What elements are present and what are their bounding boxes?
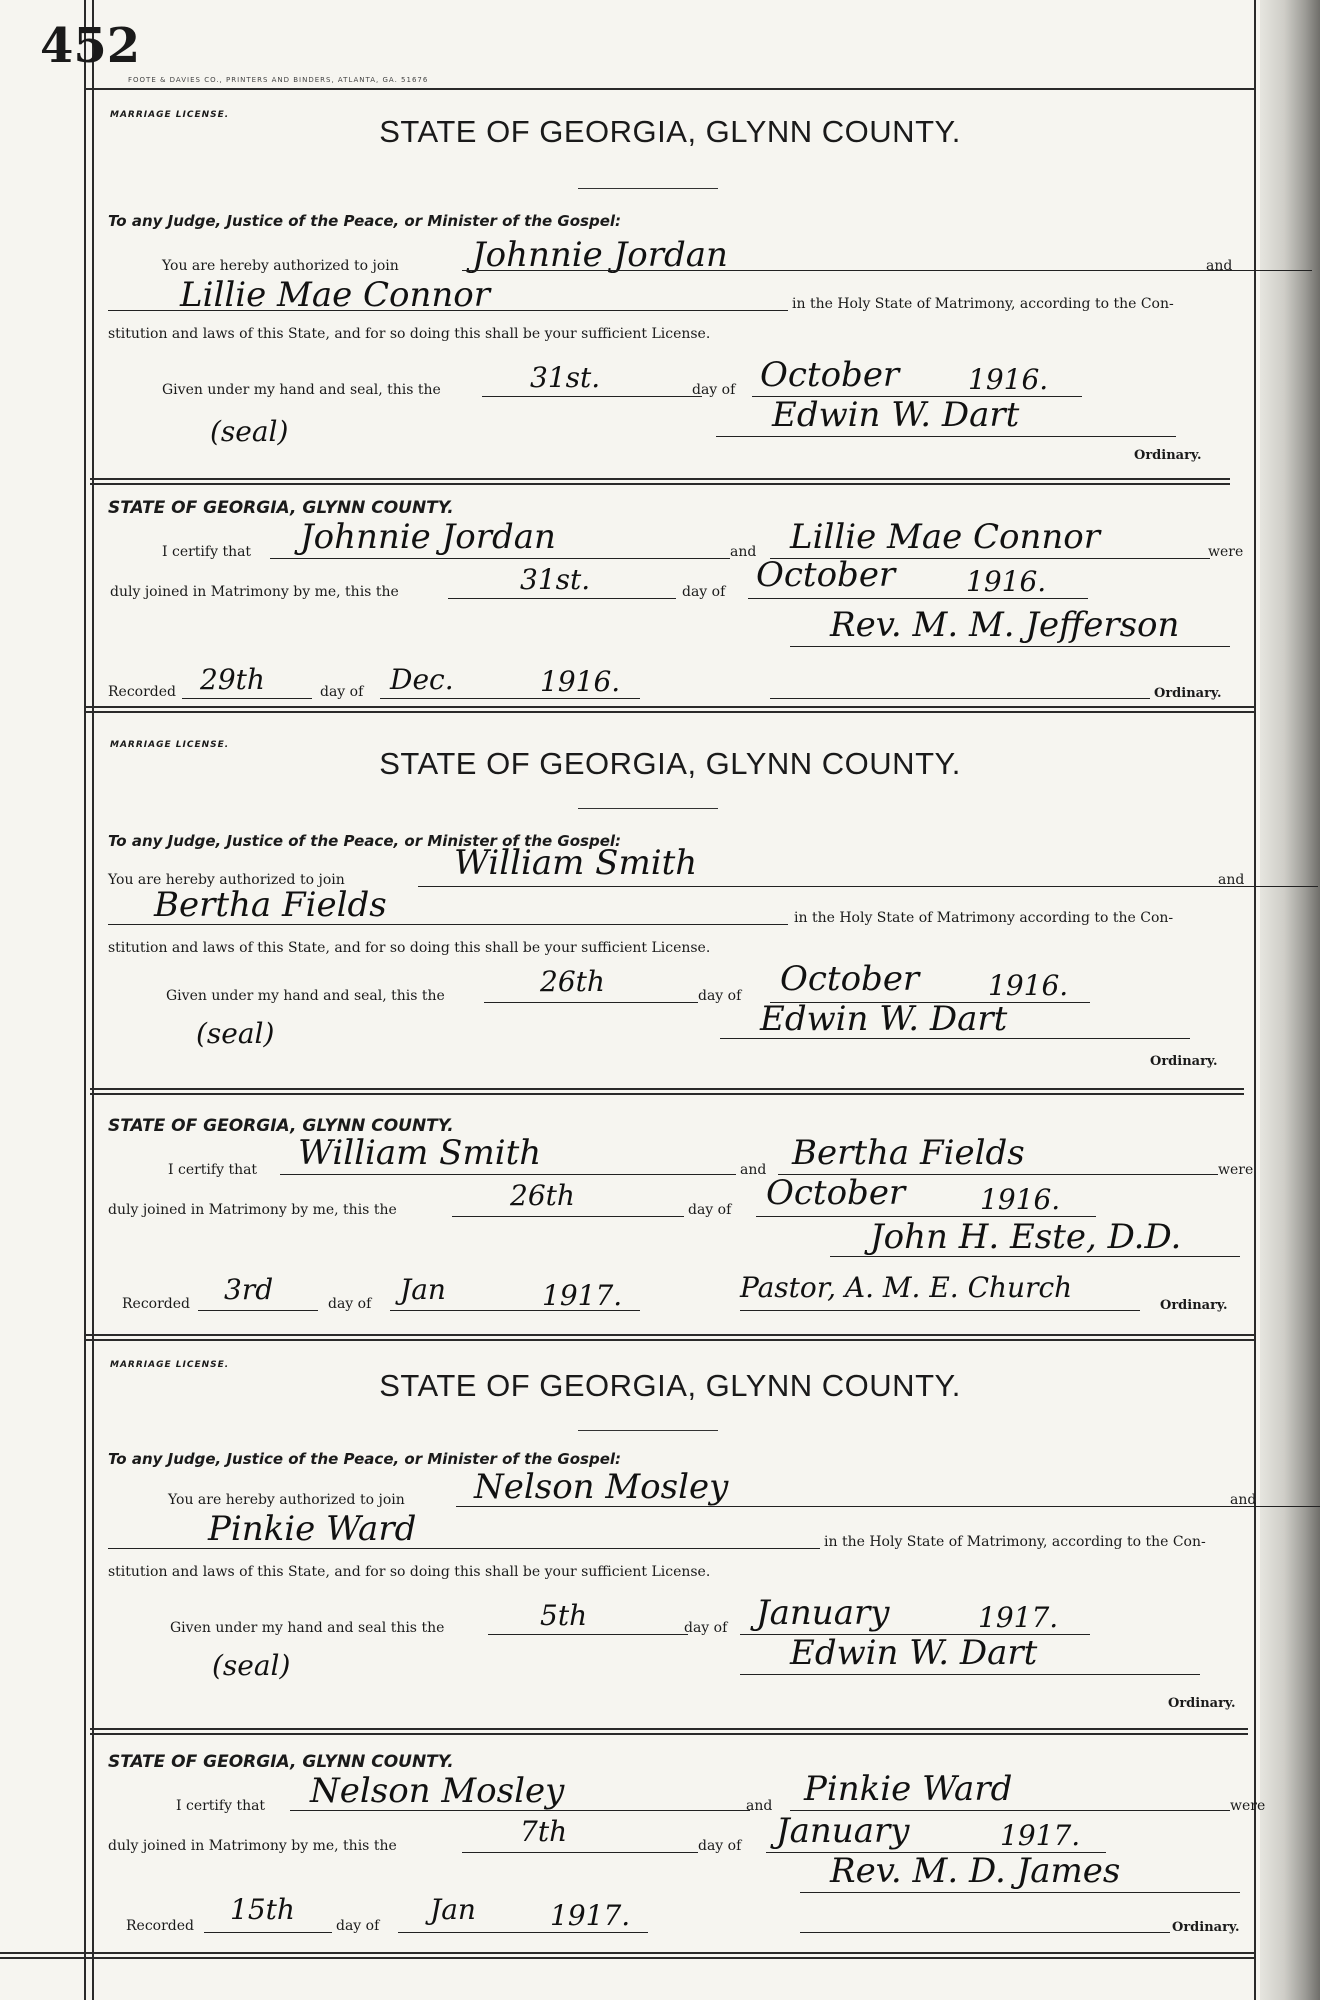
license-title: STATE OF GEORGIA, GLYNN COUNTY. <box>379 114 961 149</box>
officiant-line <box>830 1256 1240 1257</box>
given-month: October <box>760 355 900 395</box>
cert-bride-name: Pinkie Ward <box>804 1769 1013 1809</box>
cert-and-text: and <box>730 544 757 560</box>
given-year: 1917. <box>978 1601 1059 1634</box>
bride-name: Lillie Mae Connor <box>180 275 491 315</box>
license-divider <box>90 1088 1244 1095</box>
given-day-line <box>482 396 702 397</box>
recorded-year: 1917. <box>542 1279 623 1312</box>
cert-bride-name: Lillie Mae Connor <box>790 517 1101 557</box>
signature-line <box>720 1038 1190 1039</box>
ordinary-label: Ordinary. <box>1168 1696 1236 1711</box>
recorded-ordinary-line <box>800 1932 1170 1933</box>
officiant-signature: Rev. M. M. Jefferson <box>830 605 1180 645</box>
given-year: 1916. <box>968 363 1049 396</box>
certificate-state: STATE OF GEORGIA, GLYNN COUNTY. <box>108 1752 454 1772</box>
certificate-state: STATE OF GEORGIA, GLYNN COUNTY. <box>108 1116 454 1136</box>
given-day-line <box>488 1634 688 1635</box>
cert-month: October <box>756 555 896 595</box>
recorded-day: 3rd <box>224 1273 274 1306</box>
recorded-ordinary-label: Ordinary. <box>1160 1298 1228 1313</box>
recorded-text: Recorded <box>126 1918 194 1934</box>
seal-mark: (seal) <box>212 1649 291 1682</box>
cert-bride-name: Bertha Fields <box>792 1133 1025 1173</box>
bride-line <box>108 924 788 925</box>
holy-state-text: in the Holy State of Matrimony, according to the Con- <box>824 1534 1206 1550</box>
record-divider-1 <box>84 706 1256 713</box>
cert-groom-line <box>290 1810 750 1811</box>
certify-text: I certify that <box>168 1162 258 1178</box>
recorded-ordinary-label: Ordinary. <box>1172 1920 1240 1935</box>
marriage-record-2 <box>100 716 1254 1316</box>
given-month: January <box>756 1593 890 1633</box>
cert-groom-name: William Smith <box>298 1133 542 1173</box>
cert-groom-name: Johnnie Jordan <box>300 517 556 557</box>
recorded-text: Recorded <box>122 1296 190 1312</box>
constitution-text: stitution and laws of this State, and for so doing this shall be your sufficient License. <box>108 1564 711 1580</box>
cert-day: 26th <box>510 1179 575 1212</box>
recorded-day-line <box>182 698 312 699</box>
groom-name: Johnnie Jordan <box>472 235 728 275</box>
groom-name: William Smith <box>454 843 698 883</box>
groom-line <box>418 886 1318 887</box>
title-underline <box>578 188 718 189</box>
recorded-day-line <box>198 1310 318 1311</box>
bottom-rule <box>0 1952 1256 1959</box>
license-divider <box>90 1728 1248 1735</box>
recorded-month: Dec. <box>390 663 454 696</box>
recorded-ordinary-line <box>770 698 1150 699</box>
given-day-line <box>484 1002 698 1003</box>
certificate-state: STATE OF GEORGIA, GLYNN COUNTY. <box>108 498 454 518</box>
authorized-text: You are hereby authorized to join <box>108 872 345 888</box>
cert-day: 7th <box>520 1815 568 1848</box>
cert-day-line <box>462 1852 698 1853</box>
left-margin-rule-inner <box>92 0 94 2000</box>
recorded-year: 1916. <box>540 665 621 698</box>
holy-state-text: in the Holy State of Matrimony according to the Con- <box>794 910 1174 926</box>
license-label: MARRIAGE LICENSE. <box>110 740 230 750</box>
joined-text: duly joined in Matrimony by me, this the <box>108 1202 397 1218</box>
were-text: were <box>1208 544 1244 560</box>
marriage-record-1 <box>100 100 1244 701</box>
bride-name: Bertha Fields <box>154 885 387 925</box>
and-text: and <box>1218 872 1245 888</box>
bride-name: Pinkie Ward <box>208 1509 417 1549</box>
left-margin-rule <box>84 0 86 2000</box>
given-day: 31st. <box>530 361 601 394</box>
license-divider <box>90 478 1230 485</box>
ordinary-signature: Edwin W. Dart <box>760 999 1008 1039</box>
right-margin-rule <box>1254 0 1256 2000</box>
joined-text: duly joined in Matrimony by me, this the <box>108 1838 397 1854</box>
title-underline <box>578 1430 718 1431</box>
signature-line <box>716 436 1176 437</box>
cert-groom-name: Nelson Mosley <box>310 1771 565 1811</box>
given-text: Given under my hand and seal, this the <box>162 382 441 398</box>
recorded-day: 15th <box>230 1893 295 1926</box>
officiant-signature: Rev. M. D. James <box>830 1851 1121 1891</box>
cert-year: 1916. <box>966 565 1047 598</box>
recorded-day: 29th <box>200 663 265 696</box>
and-text: and <box>1206 258 1233 274</box>
recorded-ordinary-label: Ordinary. <box>1154 686 1222 701</box>
authorized-text: You are hereby authorized to join <box>162 258 399 274</box>
top-rule <box>84 88 1256 90</box>
cert-day-line <box>448 598 676 599</box>
officiant-line <box>800 1892 1240 1893</box>
cert-day: 31st. <box>520 563 591 596</box>
cert-day-of-text: day of <box>682 584 726 600</box>
license-address: To any Judge, Justice of the Peace, or Minister of the Gospel: <box>108 832 622 850</box>
cert-month: January <box>776 1811 910 1851</box>
constitution-text: stitution and laws of this State, and for so doing this shall be your sufficient License. <box>108 326 711 342</box>
cert-groom-line <box>280 1174 736 1175</box>
officiant-line <box>790 646 1230 647</box>
cert-day-of-text: day of <box>698 1838 742 1854</box>
recorded-ordinary-line <box>740 1310 1140 1311</box>
joined-text: duly joined in Matrimony by me, this the <box>110 584 399 600</box>
given-text: Given under my hand and seal, this the <box>166 988 445 1004</box>
groom-line <box>462 270 1312 271</box>
and-text: and <box>1230 1492 1257 1508</box>
were-text: were <box>1230 1798 1266 1814</box>
cert-groom-line <box>270 558 730 559</box>
certify-text: I certify that <box>162 544 252 560</box>
license-address: To any Judge, Justice of the Peace, or Minister of the Gospel: <box>108 212 622 230</box>
holy-state-text: in the Holy State of Matrimony, according to the Con- <box>792 296 1174 312</box>
ordinary-label: Ordinary. <box>1134 448 1202 463</box>
recorded-day-of-text: day of <box>320 684 364 700</box>
recorded-month: Jan <box>400 1273 446 1306</box>
groom-name: Nelson Mosley <box>474 1467 729 1507</box>
ordinary-signature: Edwin W. Dart <box>790 1633 1038 1673</box>
day-of-text: day of <box>684 1620 728 1636</box>
day-of-text: day of <box>692 382 736 398</box>
license-title: STATE OF GEORGIA, GLYNN COUNTY. <box>379 1368 961 1403</box>
ordinary-label: Ordinary. <box>1150 1054 1218 1069</box>
cert-year: 1917. <box>1000 1819 1081 1852</box>
ordinary-signature: Edwin W. Dart <box>772 395 1020 435</box>
groom-line <box>456 1506 1320 1507</box>
recorded-month-line <box>390 1310 640 1311</box>
page-number: 452 <box>40 18 141 74</box>
recorded-year: 1917. <box>550 1899 631 1932</box>
recorded-day-of-text: day of <box>328 1296 372 1312</box>
license-title: STATE OF GEORGIA, GLYNN COUNTY. <box>379 746 961 781</box>
cert-day-line <box>452 1216 684 1217</box>
given-day: 26th <box>540 965 605 998</box>
seal-mark: (seal) <box>196 1017 275 1050</box>
were-text: were <box>1218 1162 1254 1178</box>
officiant-title: Pastor, A. M. E. Church <box>740 1271 1073 1304</box>
recorded-month-line <box>398 1932 648 1933</box>
given-text: Given under my hand and seal this the <box>170 1620 445 1636</box>
day-of-text: day of <box>698 988 742 1004</box>
given-month: October <box>780 959 920 999</box>
cert-and-text: and <box>740 1162 767 1178</box>
recorded-day-of-text: day of <box>336 1918 380 1934</box>
cert-day-of-text: day of <box>688 1202 732 1218</box>
recorded-month-line <box>380 698 640 699</box>
license-address: To any Judge, Justice of the Peace, or Minister of the Gospel: <box>108 1450 622 1468</box>
printer-imprint: FOOTE & DAVIES CO., PRINTERS AND BINDERS, ATLANTA, GA. 51676 <box>128 76 429 84</box>
given-year: 1916. <box>988 969 1069 1002</box>
bride-line <box>108 310 788 311</box>
marriage-record-3 <box>100 1340 1266 1950</box>
cert-month: October <box>766 1173 906 1213</box>
recorded-month: Jan <box>430 1893 476 1926</box>
cert-and-text: and <box>746 1798 773 1814</box>
recorded-text: Recorded <box>108 684 176 700</box>
cert-month-line <box>748 598 1088 599</box>
bride-line <box>108 1548 820 1549</box>
given-day: 5th <box>540 1599 588 1632</box>
book-binding <box>1260 0 1320 2000</box>
seal-mark: (seal) <box>210 415 289 448</box>
authorized-text: You are hereby authorized to join <box>168 1492 405 1508</box>
constitution-text: stitution and laws of this State, and for so doing this shall be your sufficient License. <box>108 940 711 956</box>
license-label: MARRIAGE LICENSE. <box>110 1360 230 1370</box>
title-underline <box>578 808 718 809</box>
recorded-day-line <box>204 1932 332 1933</box>
license-label: MARRIAGE LICENSE. <box>110 110 230 120</box>
officiant-signature: John H. Este, D.D. <box>870 1217 1182 1257</box>
cert-year: 1916. <box>980 1183 1061 1216</box>
signature-line <box>740 1674 1200 1675</box>
certify-text: I certify that <box>176 1798 266 1814</box>
